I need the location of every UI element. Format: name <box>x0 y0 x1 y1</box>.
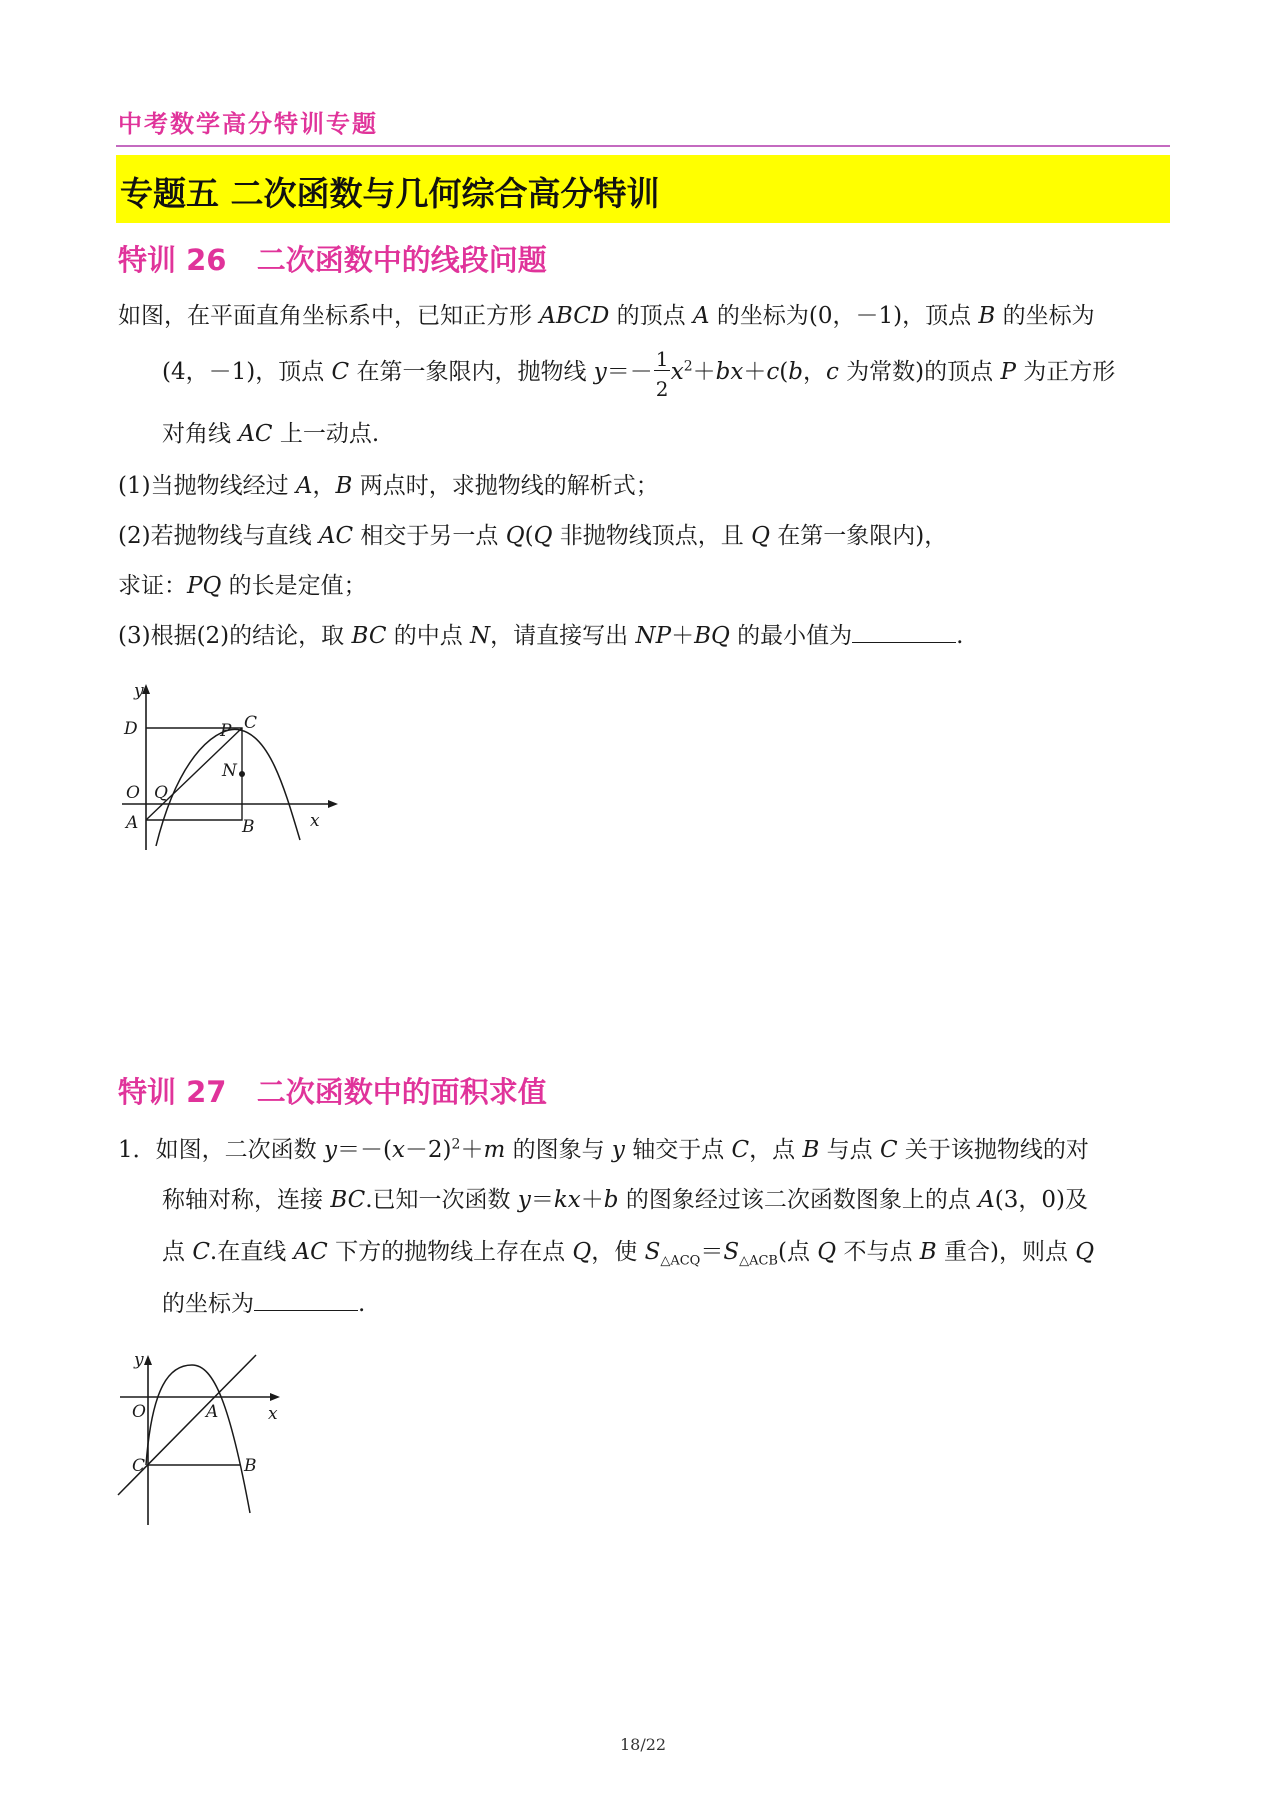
parabola <box>146 1365 250 1513</box>
label-b: B <box>242 817 255 837</box>
label-c: C <box>244 713 258 733</box>
s27-q1-line-1: 1．如图，二次函数 $y=-(x-2)^2+m$ 的图象与 y 轴交于点 C，点 B 与点 C 关于该抛物线的对 <box>118 1136 1089 1163</box>
label-y: y <box>134 681 144 701</box>
page-number: 18/22 <box>620 1735 667 1754</box>
s26-intro-line-3: 对角线 AC 上一动点. <box>162 421 380 447</box>
point-n <box>239 771 245 777</box>
header-divider <box>116 145 1170 147</box>
label-n: N <box>222 761 237 781</box>
answer-blank <box>852 620 956 643</box>
label-d: D <box>124 719 138 739</box>
label-a: A <box>206 1402 219 1422</box>
s26-question-1: (1)当抛物线经过 A，B 两点时，求抛物线的解析式； <box>118 473 659 499</box>
topic-title: 专题五 二次函数与几何综合高分特训 <box>120 174 660 213</box>
x-axis-arrow <box>328 800 338 808</box>
label-o: O <box>132 1402 146 1422</box>
label-y: y <box>134 1350 144 1370</box>
parabola <box>156 729 300 846</box>
section-26-title: 二次函数中的线段问题 <box>256 243 547 277</box>
section-27-label: 特训 27 <box>118 1075 227 1109</box>
section-26-heading <box>118 238 547 279</box>
s26-intro-line-1: 如图，在平面直角坐标系中，已知正方形 ABCD 的顶点 A 的坐标为(0，－1)，顶点 B 的坐标为 <box>118 303 1095 329</box>
label-x: x <box>268 1404 278 1424</box>
s27-q1-line-3: 点 C.在直线 AC 下方的抛物线上存在点 Q，使 $S_{\triangle ACQ}=S_{\triangle ACB}$(点 Q 不与点 B 重合)，则点 Q <box>162 1239 1095 1269</box>
s26-figure <box>110 670 350 860</box>
fraction-one-half: $\frac{1}{2}$ <box>655 347 669 401</box>
section-26-label: 特训 26 <box>118 243 227 277</box>
s26-intro-line-2: (4，－1)，顶点 C 在第一象限内，抛物线 y＝－ $\frac{1}{2}$ $x^2+bx+c(b$，c 为常数)的顶点 P 为正方形 <box>162 347 1116 401</box>
x-axis-arrow <box>270 1393 280 1401</box>
s27-q1-line-4: 的坐标为 . <box>162 1288 365 1320</box>
section-27-title: 二次函数中的面积求值 <box>256 1075 547 1109</box>
s26-question-2-proof: 求证：PQ 的长是定值； <box>118 573 367 599</box>
label-b: B <box>244 1456 257 1476</box>
label-o: O <box>126 783 140 803</box>
section-27-heading <box>118 1070 547 1111</box>
label-x: x <box>310 811 320 831</box>
label-p: P <box>220 721 232 741</box>
s26-question-3: (3)根据(2)的结论，取 BC 的中点 N，请直接写出 NP＋BQ 的最小值为 . <box>118 620 963 652</box>
answer-blank <box>254 1288 358 1311</box>
label-a: A <box>126 813 139 833</box>
label-c: C <box>132 1456 146 1476</box>
s27-q1-line-2: 称轴对称，连接 BC.已知一次函数 y＝kx＋b 的图象经过该二次函数图象上的点 A(3，0)及 <box>162 1187 1088 1213</box>
y-axis-arrow <box>144 1355 152 1365</box>
s27-figure <box>110 1345 300 1535</box>
s26-question-2: (2)若抛物线与直线 AC 相交于另一点 Q(Q 非抛物线顶点，且 Q 在第一象限内)， <box>118 523 948 549</box>
label-q: Q <box>154 783 168 803</box>
header-title: 中考数学高分特训专题 <box>118 110 378 138</box>
